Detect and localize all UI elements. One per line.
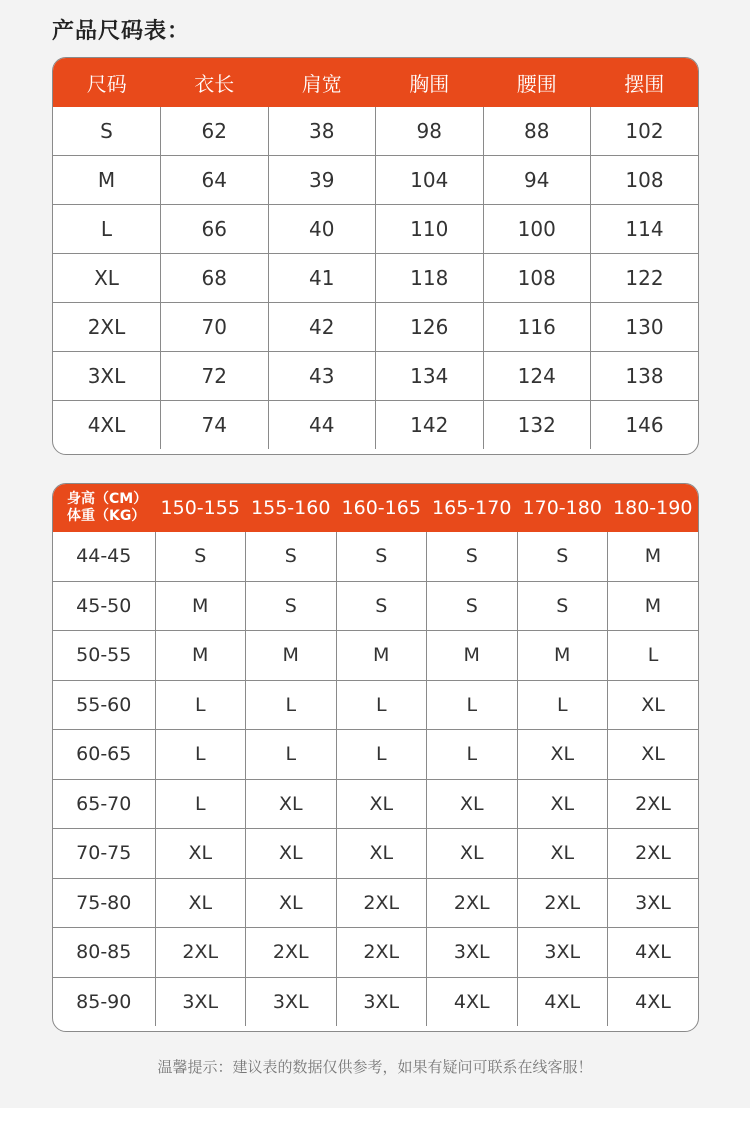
- weight-range-cell: 80-85: [53, 928, 155, 978]
- recommended-size-cell: L: [155, 680, 246, 730]
- recommended-size-cell: M: [155, 631, 246, 681]
- recommended-size-cell: 2XL: [336, 878, 427, 928]
- table-cell: 39: [268, 156, 376, 205]
- recommended-size-cell: 2XL: [517, 878, 608, 928]
- table-cell: 62: [161, 107, 269, 156]
- height-range-header: 155-160: [246, 484, 337, 532]
- recommended-size-cell: 3XL: [336, 977, 427, 1026]
- recommended-size-cell: 3XL: [155, 977, 246, 1026]
- size-header-cell: 衣长: [161, 58, 269, 107]
- recommended-size-cell: 3XL: [246, 977, 337, 1026]
- table-cell: 142: [376, 401, 484, 450]
- weight-range-cell: 55-60: [53, 680, 155, 730]
- table-cell: 114: [591, 205, 699, 254]
- recommended-size-cell: M: [608, 581, 699, 631]
- table-row: [53, 680, 698, 730]
- recommended-size-cell: XL: [608, 730, 699, 780]
- recommended-size-cell: S: [246, 581, 337, 631]
- recommended-size-cell: XL: [155, 829, 246, 879]
- recommended-size-cell: 3XL: [517, 928, 608, 978]
- table-row: [53, 631, 698, 681]
- table-row: [53, 878, 698, 928]
- recommended-size-cell: 3XL: [427, 928, 518, 978]
- recommended-size-cell: XL: [427, 829, 518, 879]
- recommended-size-cell: 4XL: [608, 928, 699, 978]
- height-range-header: 160-165: [336, 484, 427, 532]
- table-cell: 104: [376, 156, 484, 205]
- table-cell: L: [53, 205, 161, 254]
- table-cell: 4XL: [53, 401, 161, 450]
- recommended-size-cell: XL: [246, 829, 337, 879]
- weight-range-cell: 65-70: [53, 779, 155, 829]
- recommended-size-cell: XL: [336, 779, 427, 829]
- recommended-size-cell: M: [336, 631, 427, 681]
- table-cell: 98: [376, 107, 484, 156]
- table-cell: 44: [268, 401, 376, 450]
- table-cell: 2XL: [53, 303, 161, 352]
- height-range-header: 180-190: [608, 484, 699, 532]
- corner-height-label: 身高（CM）: [67, 491, 148, 507]
- table-cell: 108: [591, 156, 699, 205]
- bottom-strip: [0, 1108, 750, 1140]
- table-cell: 41: [268, 254, 376, 303]
- recommended-size-cell: S: [517, 532, 608, 581]
- table-cell: 130: [591, 303, 699, 352]
- table-cell: S: [53, 107, 161, 156]
- size-header-cell: 胸围: [376, 58, 484, 107]
- table-row: [53, 254, 698, 303]
- recommended-size-cell: L: [608, 631, 699, 681]
- weight-range-cell: 45-50: [53, 581, 155, 631]
- weight-range-cell: 60-65: [53, 730, 155, 780]
- table-cell: 40: [268, 205, 376, 254]
- size-chart-body: [53, 107, 698, 449]
- table-cell: 64: [161, 156, 269, 205]
- recommended-size-cell: 4XL: [427, 977, 518, 1026]
- recommended-size-cell: XL: [517, 829, 608, 879]
- recommended-size-cell: M: [427, 631, 518, 681]
- recommended-size-cell: M: [517, 631, 608, 681]
- recommended-size-cell: S: [155, 532, 246, 581]
- recommended-size-cell: XL: [155, 878, 246, 928]
- weight-range-cell: 70-75: [53, 829, 155, 879]
- table-cell: 126: [376, 303, 484, 352]
- table-row: [53, 581, 698, 631]
- recommended-size-cell: L: [155, 779, 246, 829]
- table-cell: 74: [161, 401, 269, 450]
- table-cell: 122: [591, 254, 699, 303]
- table-cell: 66: [161, 205, 269, 254]
- table-row: [53, 779, 698, 829]
- recommended-size-cell: 2XL: [336, 928, 427, 978]
- size-chart-table: [53, 58, 698, 449]
- recommended-size-cell: L: [155, 730, 246, 780]
- table-cell: M: [53, 156, 161, 205]
- table-cell: 124: [483, 352, 591, 401]
- table-cell: 68: [161, 254, 269, 303]
- recommended-size-cell: 2XL: [427, 878, 518, 928]
- recommended-size-cell: L: [336, 730, 427, 780]
- recommended-size-cell: L: [246, 680, 337, 730]
- height-range-header: 150-155: [155, 484, 246, 532]
- table-cell: 146: [591, 401, 699, 450]
- table-cell: XL: [53, 254, 161, 303]
- table-cell: 138: [591, 352, 699, 401]
- table-cell: 43: [268, 352, 376, 401]
- table-cell: 100: [483, 205, 591, 254]
- table-row: [53, 928, 698, 978]
- page-title: 产品尺码表：: [52, 19, 191, 44]
- height-range-header: 165-170: [427, 484, 518, 532]
- recommend-chart-body: [53, 532, 698, 1026]
- recommended-size-cell: XL: [336, 829, 427, 879]
- recommended-size-cell: 3XL: [608, 878, 699, 928]
- recommended-size-cell: XL: [608, 680, 699, 730]
- table-row: [53, 977, 698, 1026]
- weight-range-cell: 44-45: [53, 532, 155, 581]
- recommended-size-cell: L: [427, 680, 518, 730]
- recommended-size-cell: XL: [517, 730, 608, 780]
- size-chart-card: [52, 57, 699, 455]
- recommend-chart-table: [53, 484, 698, 1026]
- recommended-size-cell: L: [517, 680, 608, 730]
- size-header-cell: 摆围: [591, 58, 699, 107]
- recommended-size-cell: L: [336, 680, 427, 730]
- table-row: [53, 156, 698, 205]
- table-row: [53, 107, 698, 156]
- recommended-size-cell: 4XL: [517, 977, 608, 1026]
- table-cell: 94: [483, 156, 591, 205]
- table-row: [53, 205, 698, 254]
- recommended-size-cell: S: [336, 581, 427, 631]
- corner-weight-label: 体重（KG）: [67, 508, 146, 524]
- table-row: [53, 352, 698, 401]
- table-cell: 132: [483, 401, 591, 450]
- table-row: [53, 303, 698, 352]
- table-cell: 134: [376, 352, 484, 401]
- height-range-header: 170-180: [517, 484, 608, 532]
- footer-note: 温馨提示：建议表的数据仅供参考，如果有疑问可联系在线客服！: [157, 1058, 593, 1076]
- recommend-chart-header-row: [53, 484, 698, 532]
- recommended-size-cell: XL: [517, 779, 608, 829]
- corner-header: [53, 484, 155, 532]
- table-cell: 88: [483, 107, 591, 156]
- recommended-size-cell: 2XL: [608, 779, 699, 829]
- recommended-size-cell: 4XL: [608, 977, 699, 1026]
- weight-range-cell: 85-90: [53, 977, 155, 1026]
- size-header-cell: 尺码: [53, 58, 161, 107]
- recommended-size-cell: 2XL: [608, 829, 699, 879]
- table-cell: 38: [268, 107, 376, 156]
- recommend-chart-card: [52, 483, 699, 1032]
- recommended-size-cell: 2XL: [246, 928, 337, 978]
- table-row: [53, 829, 698, 879]
- recommended-size-cell: L: [246, 730, 337, 780]
- table-row: [53, 532, 698, 581]
- table-cell: 110: [376, 205, 484, 254]
- recommended-size-cell: M: [155, 581, 246, 631]
- table-cell: 42: [268, 303, 376, 352]
- recommended-size-cell: XL: [246, 779, 337, 829]
- size-header-cell: 腰围: [483, 58, 591, 107]
- table-cell: 102: [625, 119, 664, 143]
- size-chart-header-row: [53, 58, 698, 107]
- recommended-size-cell: S: [427, 581, 518, 631]
- recommended-size-cell: S: [246, 532, 337, 581]
- table-row: [53, 730, 698, 780]
- recommended-size-cell: XL: [427, 779, 518, 829]
- recommended-size-cell: M: [246, 631, 337, 681]
- table-cell: 118: [376, 254, 484, 303]
- table-cell: 70: [161, 303, 269, 352]
- recommended-size-cell: S: [336, 532, 427, 581]
- table-row: [53, 401, 698, 450]
- size-header-cell: 肩宽: [268, 58, 376, 107]
- recommended-size-cell: 2XL: [155, 928, 246, 978]
- table-cell: 72: [161, 352, 269, 401]
- recommended-size-cell: S: [427, 532, 518, 581]
- recommended-size-cell: M: [644, 545, 662, 568]
- weight-range-cell: 75-80: [53, 878, 155, 928]
- weight-range-cell: 50-55: [53, 631, 155, 681]
- table-cell: 3XL: [53, 352, 161, 401]
- recommended-size-cell: XL: [246, 878, 337, 928]
- recommended-size-cell: L: [427, 730, 518, 780]
- recommended-size-cell: S: [517, 581, 608, 631]
- table-cell: 108: [483, 254, 591, 303]
- table-cell: 116: [483, 303, 591, 352]
